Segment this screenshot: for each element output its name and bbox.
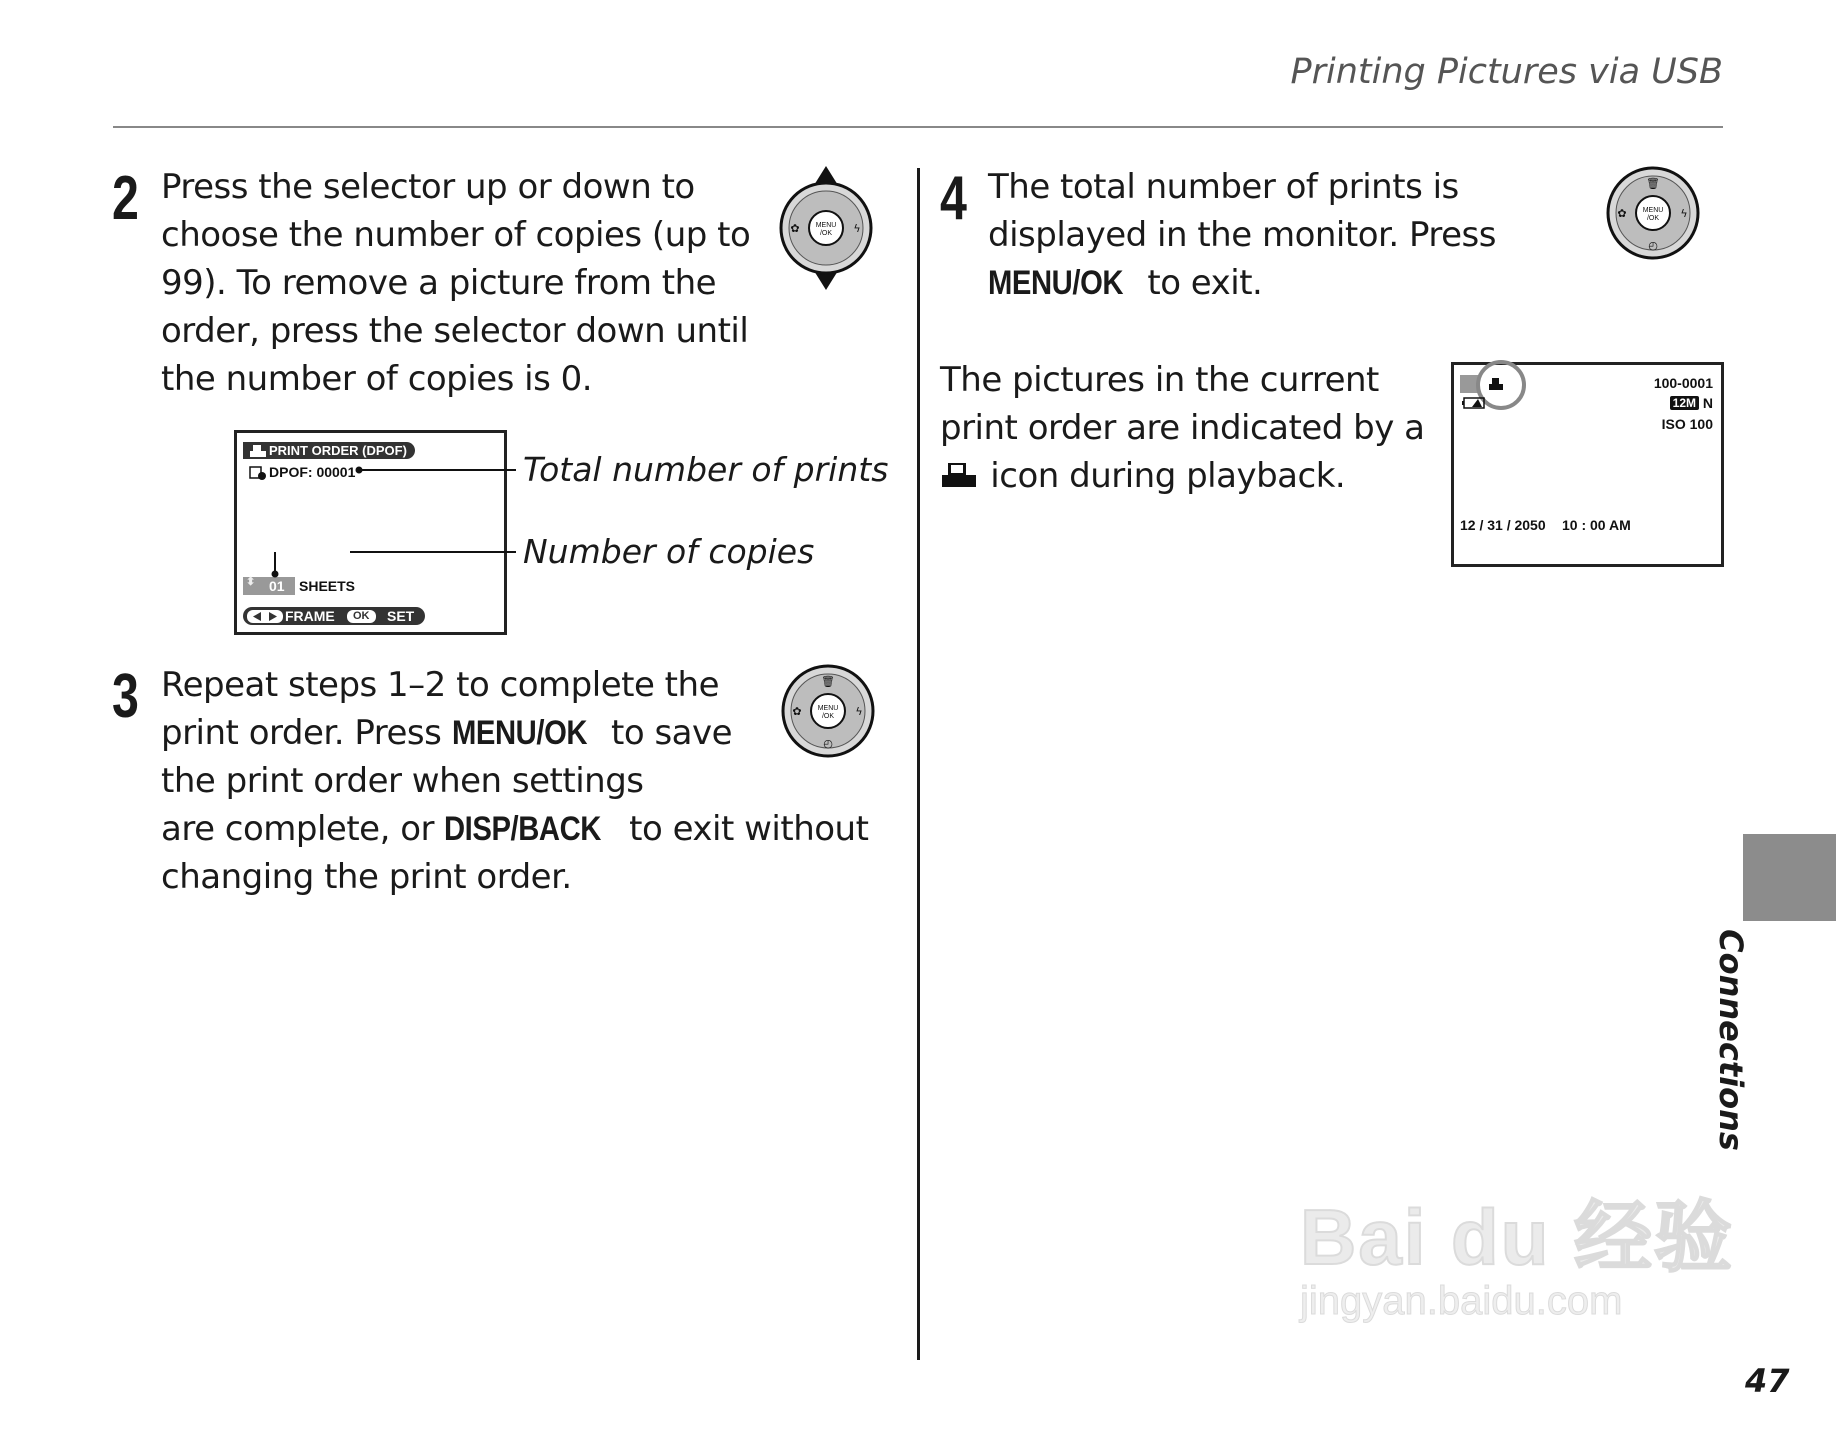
note-line-3-post: icon during playback. bbox=[980, 456, 1346, 496]
step-2-line-2: choose the number of copies (up to bbox=[161, 215, 751, 255]
step-3-text bbox=[161, 661, 868, 901]
step-3-line-2-post: to save bbox=[600, 713, 733, 753]
svg-text:MENU: MENU bbox=[817, 705, 839, 712]
dpof-count: DPOF: 00001 bbox=[269, 464, 356, 480]
step-2-line-3: 99). To remove a picture from the bbox=[161, 263, 717, 303]
watermark-line-2: jingyan.baidu.com bbox=[1300, 1279, 1623, 1323]
menu-ok-label: MENU/OK bbox=[451, 714, 587, 752]
svg-text:MENU: MENU bbox=[815, 222, 837, 229]
step-4-line-3 bbox=[988, 259, 1496, 307]
step-3-line-5: changing the print order. bbox=[161, 857, 572, 897]
section-tab bbox=[1743, 834, 1836, 921]
svg-text:/OK: /OK bbox=[1646, 215, 1660, 222]
svg-text:ϟ: ϟ bbox=[1680, 207, 1688, 220]
note-line-3 bbox=[940, 452, 1425, 500]
section-label: Connections bbox=[1712, 929, 1750, 1151]
dpof-count-icon bbox=[249, 465, 267, 481]
step-2-number: 2 bbox=[112, 164, 139, 233]
selector-up-down-icon bbox=[776, 164, 876, 292]
svg-text:✿: ✿ bbox=[1617, 207, 1627, 220]
left-right-icon bbox=[247, 610, 283, 623]
selector-icon-2 bbox=[1605, 165, 1701, 261]
callout-lines bbox=[350, 460, 520, 580]
frame-label: FRAME bbox=[285, 608, 335, 624]
selector-icon bbox=[780, 663, 876, 759]
print-order-icon-inline bbox=[940, 461, 980, 491]
callout-number-of-copies: Number of copies bbox=[523, 532, 815, 571]
step-2-line-4: order, press the selector down until bbox=[161, 311, 749, 351]
callout-total-prints: Total number of prints bbox=[523, 450, 889, 489]
svg-text:🗑: 🗑 bbox=[1646, 177, 1660, 190]
svg-text:ϟ: ϟ bbox=[853, 222, 861, 235]
dpof-title-bar bbox=[243, 442, 415, 459]
step-3-number: 3 bbox=[112, 662, 139, 731]
step-2-line-1: Press the selector up or down to bbox=[161, 167, 695, 207]
step-3-line-1: Repeat steps 1–2 to complete the bbox=[161, 665, 719, 705]
running-title: Printing Pictures via USB bbox=[1290, 52, 1723, 92]
svg-text:✿: ✿ bbox=[792, 705, 802, 718]
print-order-icon bbox=[249, 444, 267, 458]
step-3-line-4-post: to exit without bbox=[618, 809, 869, 849]
svg-text:🗑: 🗑 bbox=[821, 675, 835, 688]
svg-text:MENU: MENU bbox=[1642, 207, 1664, 214]
playback-time: 10 : 00 AM bbox=[1562, 517, 1631, 533]
set-label: SET bbox=[387, 608, 415, 624]
page-number: 47 bbox=[1745, 1362, 1790, 1400]
header-rule bbox=[113, 126, 1723, 128]
iso-value: ISO 100 bbox=[1661, 416, 1713, 432]
disp-back-label: DISP/BACK bbox=[444, 810, 602, 848]
image-size-badge: 12M bbox=[1670, 396, 1699, 410]
svg-text:◴: ◴ bbox=[823, 737, 833, 750]
step-4-number: 4 bbox=[940, 164, 967, 233]
step-2-line-5: the number of copies is 0. bbox=[161, 359, 593, 399]
svg-text:✿: ✿ bbox=[790, 222, 800, 235]
step-3-line-2 bbox=[161, 709, 868, 757]
svg-text:/OK: /OK bbox=[819, 230, 833, 237]
svg-text:ϟ: ϟ bbox=[855, 705, 863, 718]
step-3-line-4 bbox=[161, 805, 868, 853]
callout-copies-stem bbox=[270, 550, 280, 580]
image-quality: N bbox=[1702, 395, 1713, 411]
step-4-line-1: The total number of prints is bbox=[988, 167, 1459, 207]
step-4-line-2: displayed in the monitor. Press bbox=[988, 215, 1496, 255]
battery-icon bbox=[1462, 397, 1488, 409]
menu-ok-label-2: MENU/OK bbox=[988, 264, 1124, 302]
step-4-line-3-post: to exit. bbox=[1137, 263, 1263, 303]
dpof-title: PRINT ORDER (DPOF) bbox=[269, 443, 407, 458]
svg-text:/OK: /OK bbox=[821, 713, 835, 720]
copies-updown-icon: ⬍ bbox=[246, 576, 256, 588]
step-3-line-4-pre: are complete, or bbox=[161, 809, 445, 849]
step-3-line-2-pre: print order. Press bbox=[161, 713, 452, 753]
baidu-watermark bbox=[1300, 1175, 1734, 1324]
sheets-label: SHEETS bbox=[299, 578, 356, 594]
playback-note bbox=[940, 356, 1425, 500]
step-3-line-3: the print order when settings bbox=[161, 761, 644, 801]
note-line-2: print order are indicated by a bbox=[940, 408, 1425, 448]
step-2-text bbox=[161, 163, 750, 403]
note-line-1: The pictures in the current bbox=[940, 360, 1379, 400]
step-4-text bbox=[988, 163, 1496, 307]
column-divider bbox=[917, 168, 920, 1360]
watermark-line-1: Bai du 经验 bbox=[1300, 1193, 1735, 1281]
playback-screen bbox=[1451, 362, 1724, 567]
svg-text:◴: ◴ bbox=[1648, 239, 1658, 252]
playback-date: 12 / 31 / 2050 bbox=[1460, 517, 1546, 533]
copies-value: 01 bbox=[269, 578, 285, 594]
ok-badge: OK bbox=[347, 610, 376, 623]
frame-number: 100-0001 bbox=[1653, 375, 1713, 391]
